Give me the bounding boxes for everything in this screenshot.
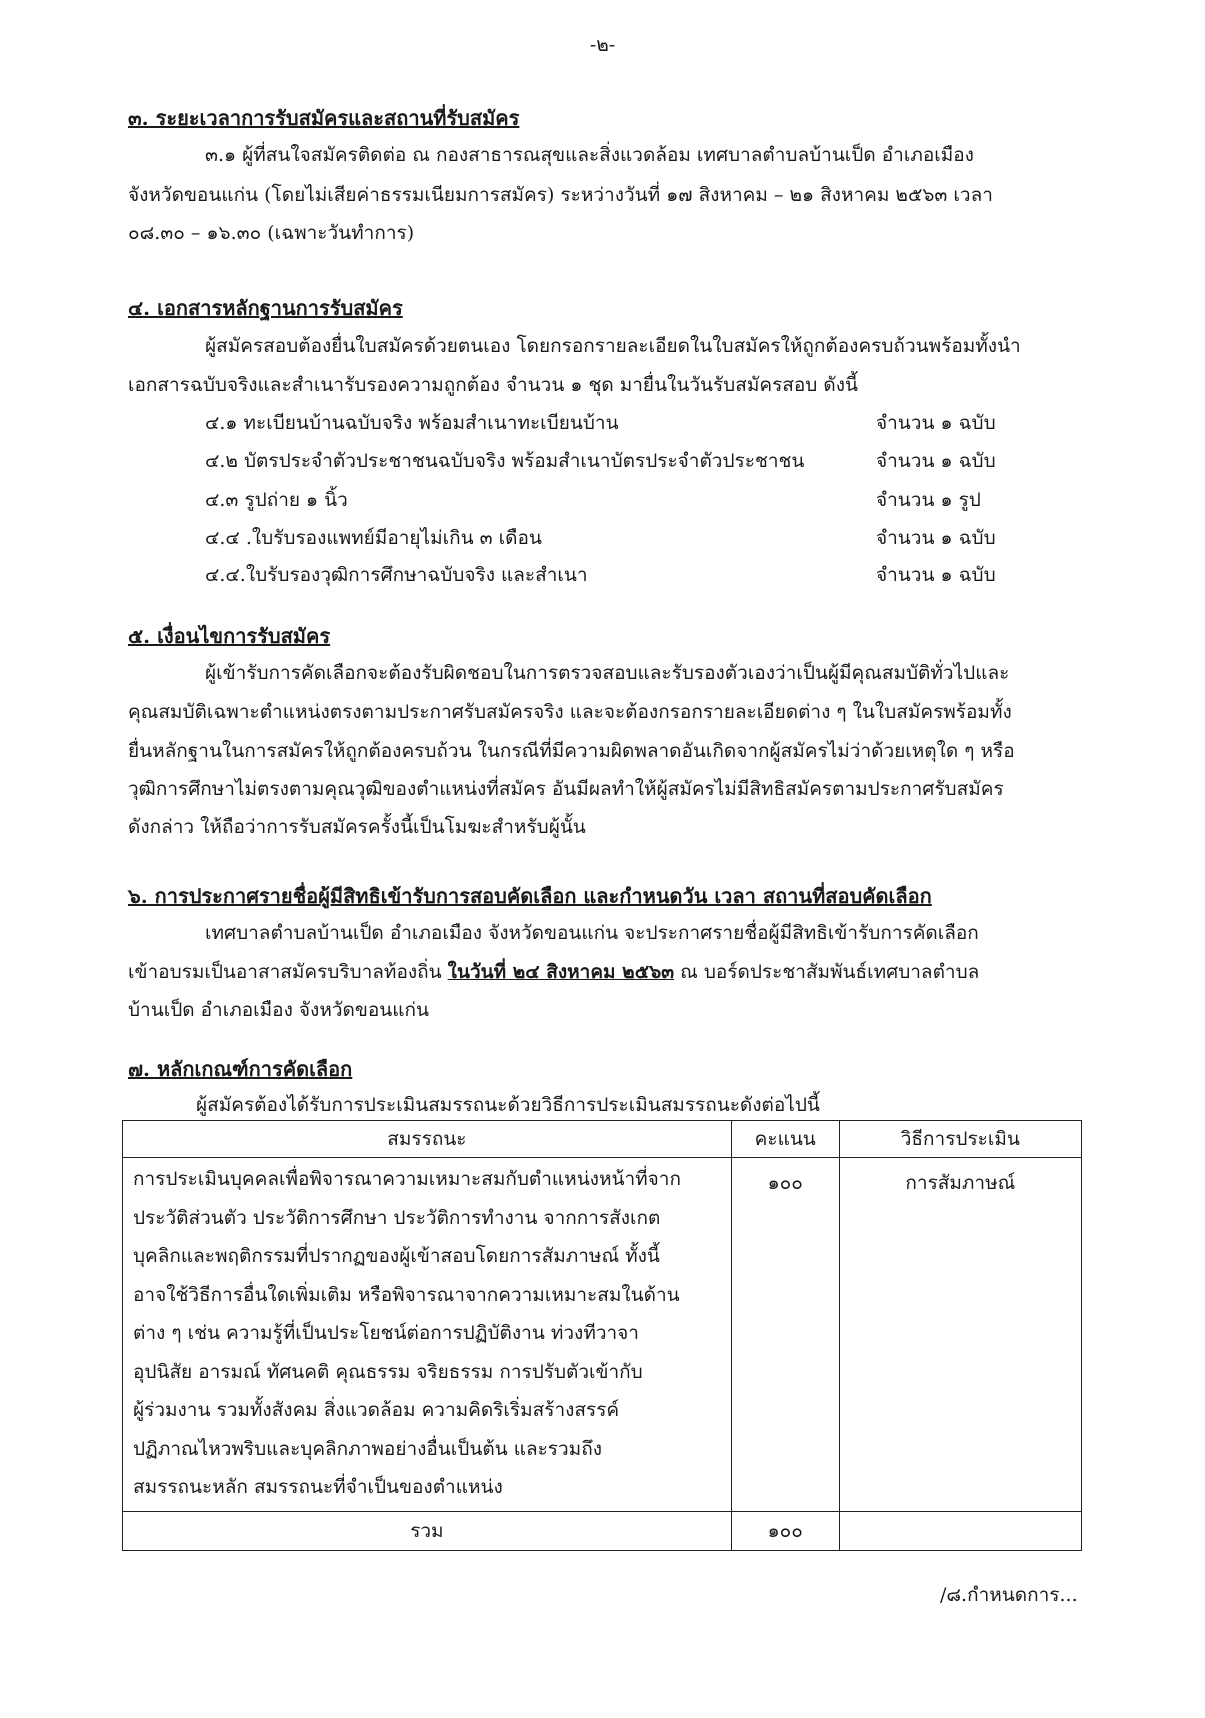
document-item-qty: จำนวน ๑ รูป xyxy=(876,489,981,511)
description-line: ผู้ร่วมงาน รวมทั้งสังคม สิ่งแวดล้อม ความคิดริเริ่มสร้างสรรค์ xyxy=(133,1399,620,1421)
description-line: บุคลิกและพฤติกรรมที่ปรากฏของผู้เข้าสอบโดยการสัมภาษณ์ ทั้งนี้ xyxy=(133,1245,660,1267)
total-method-empty xyxy=(839,1511,1081,1550)
section-6-line2-pre: เข้าอบรมเป็นอาสาสมัครบริบาลท้องถิ่น xyxy=(128,961,448,983)
section-4-heading: ๔. เอกสารหลักฐานการรับสมัคร xyxy=(128,296,403,320)
header-score: คะแนน xyxy=(731,1121,839,1158)
document-item-qty: จำนวน ๑ ฉบับ xyxy=(876,450,996,472)
section-4-line: เอกสารฉบับจริงและสำเนารับรองความถูกต้อง จำนวน ๑ ชุด มายื่นในวันรับสมัครสอบ ดังนี้ xyxy=(128,374,858,396)
page-number: -๒- xyxy=(589,34,616,56)
section-7-intro: ผู้สมัครต้องได้รับการประเมินสมรรถนะด้วยวิธีการประเมินสมรรถนะดังต่อไปนี้ xyxy=(196,1094,820,1116)
announcement-date: ในวันที่ ๒๔ สิงหาคม ๒๕๖๓ xyxy=(447,961,675,983)
section-5-line: ยื่นหลักฐานในการสมัครให้ถูกต้องครบถ้วน ในกรณีที่มีความผิดพลาดอันเกิดจากผู้สมัครไม่ว่าด้วยเหตุใด ๆ หรือ xyxy=(128,740,1015,762)
section-5-line: วุฒิการศึกษาไม่ตรงตามคุณวุฒิของตำแหน่งที่สมัคร อันมีผลทำให้ผู้สมัครไม่มีสิทธิสมัครตามประกาศรับสมัคร xyxy=(128,778,1004,800)
total-score: ๑๐๐ xyxy=(731,1511,839,1550)
section-5-line: ผู้เข้ารับการคัดเลือกจะต้องรับผิดชอบในการตรวจสอบและรับรองตัวเองว่าเป็นผู้มีคุณสมบัติทั่วไปและ xyxy=(205,662,1010,684)
section-5-line: คุณสมบัติเฉพาะตำแหน่งตรงตามประกาศรับสมัครจริง และจะต้องกรอกรายละเอียดต่าง ๆ ในใบสมัครพร้อมทั้ง xyxy=(128,701,1012,723)
description-line: การประเมินบุคคลเพื่อพิจารณาความเหมาะสมกับตำแหน่งหน้าที่จาก xyxy=(133,1168,681,1190)
total-label: รวม xyxy=(123,1511,732,1550)
header-method: วิธีการประเมิน xyxy=(839,1121,1081,1158)
competency-score: ๑๐๐ xyxy=(731,1158,839,1512)
description-line: ประวัติส่วนตัว ประวัติการศึกษา ประวัติการทำงาน จากการสังเกต xyxy=(133,1206,661,1229)
document-item-qty: จำนวน ๑ ฉบับ xyxy=(876,412,996,434)
section-3-line: ๐๘.๓๐ – ๑๖.๓๐ (เฉพาะวันทำการ) xyxy=(128,222,415,244)
section-6-line: เทศบาลตำบลบ้านเป็ด อำเภอเมือง จังหวัดขอนแก่น จะประกาศรายชื่อผู้มีสิทธิเข้ารับการคัดเลือก xyxy=(205,922,979,944)
section-6-line2-post: ณ บอร์ดประชาสัมพันธ์เทศบาลตำบล xyxy=(674,961,980,983)
document-item-label: ๔.๔ .ใบรับรองแพทย์มีอายุไม่เกิน ๓ เดือน xyxy=(205,527,542,549)
document-item-qty: จำนวน ๑ ฉบับ xyxy=(876,564,996,586)
assessment-method: การสัมภาษณ์ xyxy=(839,1158,1081,1512)
section-6-line xyxy=(128,957,979,987)
section-5-heading: ๕. เงื่อนไขการรับสมัคร xyxy=(128,624,331,648)
section-6-line: บ้านเป็ด อำเภอเมือง จังหวัดขอนแก่น xyxy=(128,999,429,1021)
continuation-footer: /๘.กำหนดการ... xyxy=(940,1584,1078,1606)
document-item-label: ๔.๒ บัตรประจำตัวประชาชนฉบับจริง พร้อมสำเนาบัตรประจำตัวประชาชน xyxy=(205,450,805,472)
description-line: อาจใช้วิธีการอื่นใดเพิ่มเติม หรือพิจารณาจากความเหมาะสมในด้าน xyxy=(133,1283,680,1306)
section-6-heading: ๖. การประกาศรายชื่อผู้มีสิทธิเข้ารับการสอบคัดเลือก และกำหนดวัน เวลา สถานที่สอบคัดเลือก xyxy=(128,884,932,908)
table-row xyxy=(123,1158,1082,1512)
competency-description xyxy=(123,1158,732,1512)
document-item-label: ๔.๔.ใบรับรองวุฒิการศึกษาฉบับจริง และสำเนา xyxy=(205,564,588,586)
description-line: สมรรถนะหลัก สมรรถนะที่จำเป็นของตำแหน่ง xyxy=(133,1476,503,1498)
section-7-heading: ๗. หลักเกณฑ์การคัดเลือก xyxy=(128,1057,353,1081)
description-line: อุปนิสัย อารมณ์ ทัศนคติ คุณธรรม จริยธรรม การปรับตัวเข้ากับ xyxy=(133,1360,643,1383)
description-line: ปฏิภาณไหวพริบและบุคลิกภาพอย่างอื่นเป็นต้น และรวมถึง xyxy=(133,1437,602,1460)
document-item-qty: จำนวน ๑ ฉบับ xyxy=(876,527,996,549)
section-5-line: ดังกล่าว ให้ถือว่าการรับสมัครครั้งนี้เป็นโมฆะสำหรับผู้นั้น xyxy=(128,816,586,838)
section-4-line: ผู้สมัครสอบต้องยื่นใบสมัครด้วยตนเอง โดยกรอกรายละเอียดในใบสมัครให้ถูกต้องครบถ้วนพร้อมทั้งนำ xyxy=(205,335,1021,357)
description-line: ต่าง ๆ เช่น ความรู้ที่เป็นประโยชน์ต่อการปฏิบัติงาน ท่วงทีวาจา xyxy=(133,1322,639,1344)
criteria-table xyxy=(122,1120,1082,1551)
section-3-line: ๓.๑ ผู้ที่สนใจสมัครติดต่อ ณ กองสาธารณสุขและสิ่งแวดล้อม เทศบาลตำบลบ้านเป็ด อำเภอเมือง xyxy=(205,144,974,166)
document-item-label: ๔.๓ รูปถ่าย ๑ นิ้ว xyxy=(205,489,348,511)
table-header-row xyxy=(123,1121,1082,1158)
section-3-heading: ๓. ระยะเวลาการรับสมัครและสถานที่รับสมัคร xyxy=(128,106,520,130)
table-total-row xyxy=(123,1511,1082,1550)
document-item-label: ๔.๑ ทะเบียนบ้านฉบับจริง พร้อมสำเนาทะเบียนบ้าน xyxy=(205,412,619,434)
header-competency: สมรรถนะ xyxy=(123,1121,732,1158)
section-3-line: จังหวัดขอนแก่น (โดยไม่เสียค่าธรรมเนียมการสมัคร) ระหว่างวันที่ ๑๗ สิงหาคม – ๒๑ สิงหาคม ๒๕๖๓ เวลา xyxy=(128,184,993,206)
